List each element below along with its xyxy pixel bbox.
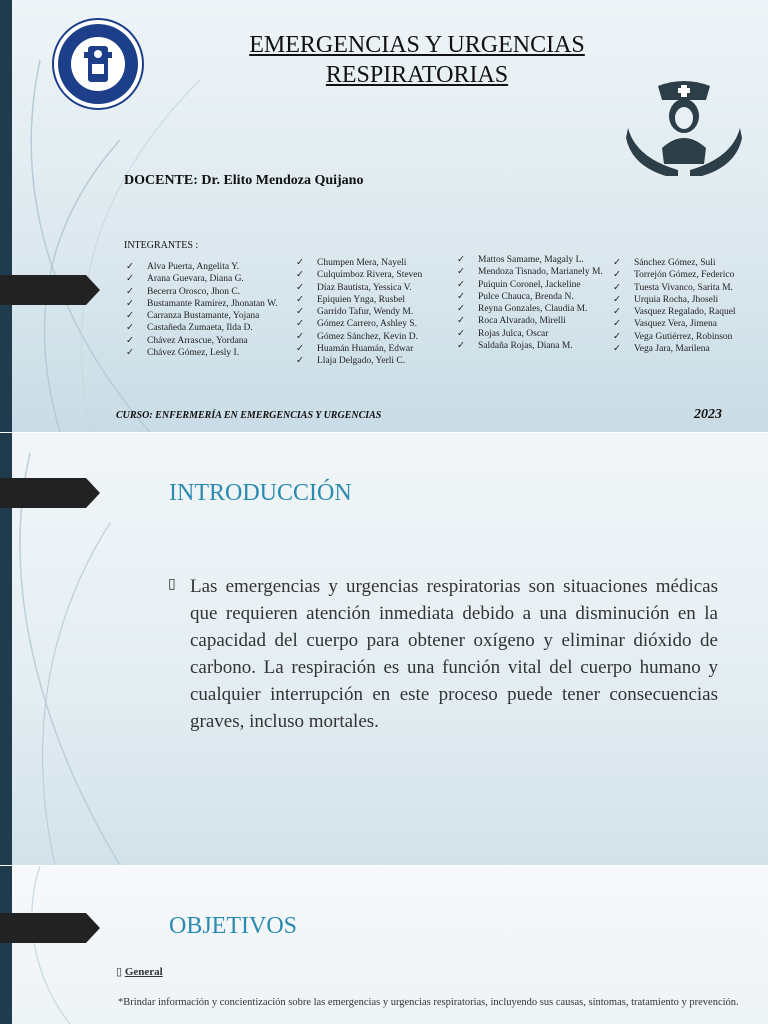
member-item bbox=[126, 286, 291, 298]
checkmark-icon: ✓ bbox=[457, 291, 465, 302]
member-item bbox=[613, 294, 758, 306]
checkmark-icon: ✓ bbox=[126, 298, 134, 309]
member-item bbox=[296, 306, 446, 318]
member-name: Puiquin Coronel, Jackeline bbox=[478, 279, 581, 290]
member-name: Roca Alvarado, Mirelli bbox=[478, 316, 566, 327]
checkmark-icon: ✓ bbox=[613, 294, 621, 305]
course-year: 2023 bbox=[694, 407, 722, 422]
checkmark-icon: ✓ bbox=[296, 282, 304, 293]
member-item bbox=[457, 279, 612, 291]
member-name: Alva Puerta, Angelita Y. bbox=[147, 262, 240, 272]
introduction-heading: INTRODUCCIÓN bbox=[169, 480, 352, 506]
member-name: Torrejón Gómez, Federico bbox=[634, 270, 735, 281]
checkmark-icon: ✓ bbox=[296, 270, 304, 281]
member-name: Mattos Samame, Magaly L. bbox=[478, 255, 584, 265]
checkmark-icon: ✓ bbox=[126, 262, 134, 272]
course-name: CURSO: ENFERMERÍA EN EMERGENCIAS Y URGENCIAS bbox=[116, 410, 382, 421]
general-objective-label bbox=[116, 965, 163, 978]
slide-title-line1: EMERGENCIAS Y URGENCIAS bbox=[249, 32, 585, 58]
member-name: Epiquien Ynga, Rusbel bbox=[317, 294, 406, 305]
member-name: Reyna Gonzales, Claudia M. bbox=[478, 304, 588, 315]
members-column-3 bbox=[457, 254, 612, 352]
member-name: Gómez Sánchez, Kevin D. bbox=[317, 331, 419, 342]
member-item bbox=[126, 261, 291, 273]
member-item bbox=[126, 298, 291, 310]
checkmark-icon: ✓ bbox=[296, 258, 304, 268]
bullet-icon: ▯ bbox=[116, 966, 123, 978]
checkmark-icon: ✓ bbox=[126, 311, 134, 322]
checkmark-icon: ✓ bbox=[613, 282, 621, 293]
member-name: Tuesta Vivanco, Sarita M. bbox=[634, 282, 733, 293]
members-column-2 bbox=[296, 257, 446, 368]
member-item bbox=[457, 315, 612, 327]
member-item bbox=[126, 347, 291, 359]
member-item bbox=[126, 335, 291, 347]
member-item bbox=[296, 343, 446, 355]
member-name: Gómez Carrero, Ashley S. bbox=[317, 319, 417, 330]
member-name: Huamán Huamán, Edwar bbox=[317, 344, 414, 355]
member-name: Pulce Chauca, Brenda N. bbox=[478, 291, 574, 302]
slide-title-line2: RESPIRATORIAS bbox=[325, 62, 509, 88]
checkmark-icon: ✓ bbox=[457, 316, 465, 327]
member-item bbox=[613, 331, 758, 343]
teacher-label: DOCENTE: bbox=[124, 173, 198, 188]
checkmark-icon: ✓ bbox=[613, 307, 621, 318]
member-name: Saldaña Rojas, Diana M. bbox=[478, 341, 573, 352]
member-item bbox=[613, 318, 758, 330]
member-name: Chávez Arrascue, Yordana bbox=[147, 335, 248, 346]
checkmark-icon: ✓ bbox=[126, 335, 134, 346]
member-name: Vasquez Vera, Jimena bbox=[634, 319, 717, 330]
objectives-heading: OBJETIVOS bbox=[169, 913, 298, 939]
checkmark-icon: ✓ bbox=[613, 319, 621, 330]
checkmark-icon: ✓ bbox=[126, 286, 134, 297]
checkmark-icon: ✓ bbox=[126, 323, 134, 334]
member-item bbox=[296, 269, 446, 281]
member-item bbox=[457, 303, 612, 315]
members-column-1 bbox=[126, 261, 291, 359]
member-name: Vega Gutiérrez, Robinson bbox=[634, 331, 733, 342]
checkmark-icon: ✓ bbox=[457, 255, 465, 265]
general-label: General bbox=[124, 966, 163, 978]
member-name: Arana Guevara, Diana G. bbox=[147, 274, 244, 285]
member-name: Llaja Delgado, Yerli C. bbox=[317, 356, 406, 367]
member-name: Carranza Bustamante, Yojana bbox=[147, 311, 260, 322]
checkmark-icon: ✓ bbox=[126, 274, 134, 285]
slide-marker-arrow bbox=[0, 913, 100, 943]
member-name: Becerra Orosco, Jhon C. bbox=[147, 286, 241, 297]
members-column-4 bbox=[613, 257, 758, 355]
checkmark-icon: ✓ bbox=[126, 348, 134, 359]
member-item bbox=[613, 257, 758, 269]
checkmark-icon: ✓ bbox=[457, 267, 465, 278]
member-item bbox=[457, 291, 612, 303]
member-name: Culquimboz Rivera, Steven bbox=[317, 270, 423, 281]
member-item bbox=[296, 257, 446, 269]
member-item bbox=[296, 331, 446, 343]
member-item bbox=[613, 269, 758, 281]
member-item bbox=[457, 340, 612, 352]
checkmark-icon: ✓ bbox=[457, 341, 465, 352]
member-name: Urquia Rocha, Jhoseli bbox=[634, 294, 719, 305]
slide-marker-arrow bbox=[0, 275, 100, 305]
member-name: Díaz Bautista, Yessica V. bbox=[317, 282, 412, 293]
member-name: Garrido Tafur, Wendy M. bbox=[317, 307, 414, 318]
member-name: Rojas Julca, Oscar bbox=[478, 328, 549, 339]
members-label: INTEGRANTES : bbox=[124, 240, 199, 251]
member-item bbox=[457, 266, 612, 278]
member-name: Vega Jara, Marilena bbox=[634, 344, 710, 355]
member-name: Chumpen Mera, Nayeli bbox=[317, 258, 407, 268]
member-item bbox=[296, 318, 446, 330]
checkmark-icon: ✓ bbox=[457, 279, 465, 290]
member-item bbox=[613, 306, 758, 318]
member-name: Bustamante Ramírez, Jhonatan W. bbox=[147, 298, 278, 309]
member-name: Mendoza Tisnado, Marianely M. bbox=[478, 267, 603, 278]
member-name: Chávez Gómez, Lesly I. bbox=[147, 348, 240, 359]
nurse-hands-icon bbox=[626, 78, 742, 176]
checkmark-icon: ✓ bbox=[457, 304, 465, 315]
teacher-name: Dr. Elito Mendoza Quijano bbox=[201, 173, 364, 188]
teacher-line bbox=[124, 173, 363, 189]
slide-marker-arrow bbox=[0, 478, 100, 508]
member-item bbox=[126, 273, 291, 285]
member-name: Vasquez Regalado, Raquel bbox=[634, 307, 736, 318]
checkmark-icon: ✓ bbox=[296, 356, 304, 367]
introduction-slide bbox=[0, 433, 768, 865]
member-item bbox=[126, 322, 291, 334]
member-item bbox=[457, 328, 612, 340]
checkmark-icon: ✓ bbox=[296, 331, 304, 342]
member-item bbox=[296, 294, 446, 306]
objectives-slide bbox=[0, 866, 768, 1024]
introduction-paragraph: Las emergencias y urgencias respiratorias son situaciones médicas que requieren atención inmediata debido a una disminución en la capacidad del cuerpo para obtener oxígeno y eliminar dióxido de carbono. La respiración es una función vital del cuerpo humano y cualquier interrupción en este proceso puede tener consecuencias graves, incluso mortales. bbox=[190, 576, 718, 732]
checkmark-icon: ✓ bbox=[296, 294, 304, 305]
member-name: Sánchez Gómez, Suli bbox=[634, 258, 716, 268]
general-objective-text: *Brindar información y concientización sobre las emergencias y urgencias respiratorias, incluyendo sus causas, síntomas, tratamiento y prevención. bbox=[118, 997, 739, 1008]
checkmark-icon: ✓ bbox=[613, 344, 621, 355]
checkmark-icon: ✓ bbox=[613, 258, 621, 268]
bullet-icon: ▯ bbox=[168, 577, 176, 592]
member-item bbox=[296, 355, 446, 367]
university-seal-icon bbox=[52, 18, 144, 110]
title-slide bbox=[0, 0, 768, 432]
member-item bbox=[613, 282, 758, 294]
checkmark-icon: ✓ bbox=[296, 319, 304, 330]
member-item bbox=[457, 254, 612, 266]
checkmark-icon: ✓ bbox=[613, 331, 621, 342]
member-name: Castañeda Zumaeta, Ilda D. bbox=[147, 323, 253, 334]
checkmark-icon: ✓ bbox=[296, 307, 304, 318]
member-item bbox=[126, 310, 291, 322]
checkmark-icon: ✓ bbox=[613, 270, 621, 281]
member-item bbox=[613, 343, 758, 355]
checkmark-icon: ✓ bbox=[296, 344, 304, 355]
member-item bbox=[296, 282, 446, 294]
checkmark-icon: ✓ bbox=[457, 328, 465, 339]
